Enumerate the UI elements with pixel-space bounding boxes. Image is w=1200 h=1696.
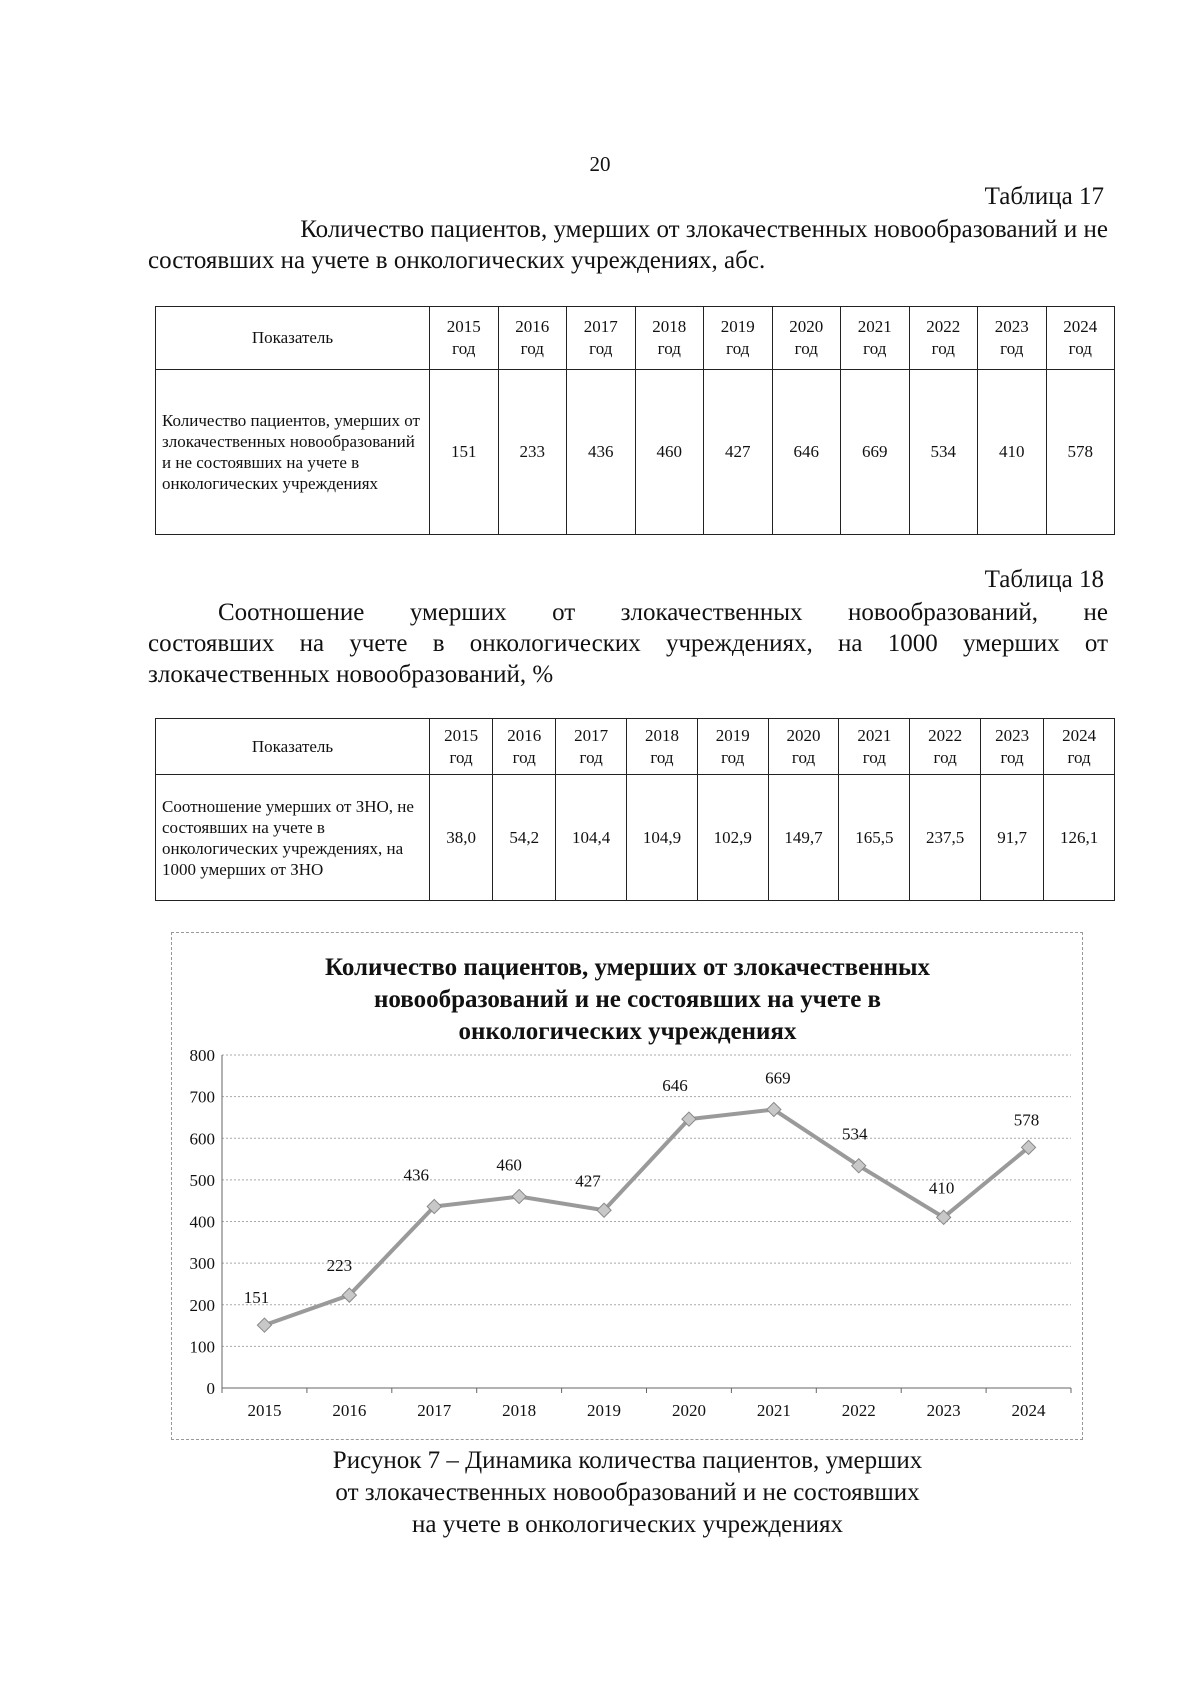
table18-header-year-2024 — [1044, 719, 1115, 775]
table17-caption — [148, 214, 1108, 276]
table18-year-2015: 2015 — [444, 725, 479, 745]
table17-value-2023: 410 — [978, 370, 1047, 535]
data-label-2023: 410 — [928, 1178, 955, 1198]
table18-year-2023: 2023 — [995, 725, 1030, 745]
table17-value-2018: 460 — [635, 370, 704, 535]
page-number: 20 — [589, 152, 611, 176]
table17-value-2024: 578 — [1046, 370, 1115, 535]
figure-caption-line3: на учете в онкологических учреждениях — [412, 1511, 843, 1538]
data-point-2015 — [257, 1318, 271, 1332]
table17-year-unit: год — [520, 339, 544, 358]
y-tick-label-600: 600 — [189, 1129, 215, 1149]
table17-year-unit: год — [1068, 339, 1092, 358]
table18-header-year-2016 — [493, 719, 556, 775]
table17-header-year-2020 — [772, 307, 841, 370]
x-tick-label-2023: 2023 — [926, 1401, 961, 1420]
figure-caption — [0, 1445, 1200, 1541]
table18-value-2016: 54,2 — [493, 775, 556, 901]
table18-year-unit: год — [579, 747, 603, 767]
table18-data-row — [156, 775, 1115, 901]
table18-caption-line2: состоявших на учете в онкологических учреждениях, на 1000 умерших от — [148, 630, 1108, 657]
table18-header-indicator: Показатель — [156, 719, 430, 775]
table17-year-unit: год — [1000, 339, 1024, 358]
table17-value-2017: 436 — [567, 370, 636, 535]
table17-header-year-2021 — [841, 307, 910, 370]
table18-value-2015: 38,0 — [430, 775, 493, 901]
table18-year-2022: 2022 — [928, 725, 963, 745]
table17-year-2018: 2018 — [652, 317, 687, 336]
data-label-2016: 223 — [326, 1256, 353, 1276]
line-chart — [171, 1040, 1083, 1435]
table17-row-label: Количество пациентов, умерших от злокачественных новообразований и не состоявших на учете в онкологических учреждениях — [156, 370, 430, 535]
y-tick-label-0: 0 — [206, 1379, 215, 1398]
table17-header-year-2022 — [909, 307, 978, 370]
x-tick-label-2019: 2019 — [587, 1401, 622, 1420]
table18-header-year-2023 — [981, 719, 1044, 775]
table17-year-2017: 2017 — [583, 317, 618, 336]
y-tick-label-300: 300 — [189, 1254, 215, 1274]
chart-title — [0, 952, 1200, 1048]
table18-value-2021: 165,5 — [839, 775, 910, 901]
data-label-2020: 646 — [662, 1076, 688, 1096]
table18-year-2016: 2016 — [507, 725, 542, 745]
x-tick-label-2021: 2021 — [756, 1401, 791, 1420]
y-tick-label-400: 400 — [189, 1212, 215, 1232]
table17-header-indicator: Показатель — [156, 307, 430, 370]
data-label-2017: 436 — [403, 1165, 429, 1185]
table18-header-year-2015 — [430, 719, 493, 775]
table18-year-unit: год — [650, 747, 674, 767]
y-tick-label-700: 700 — [189, 1087, 215, 1107]
table17-year-unit: год — [452, 339, 476, 358]
table18-value-2020: 149,7 — [768, 775, 839, 901]
x-tick-label-2018: 2018 — [502, 1401, 537, 1420]
data-label-2022: 534 — [842, 1124, 868, 1144]
table17-label: Таблица 17 — [984, 183, 1104, 210]
x-tick-label-2022: 2022 — [841, 1401, 876, 1420]
table17-caption-line1: Количество пациентов, умерших от злокачественных новообразований и не — [300, 216, 1108, 243]
table17-value-2022: 534 — [909, 370, 978, 535]
table18-header-year-2022 — [910, 719, 981, 775]
table18-row-label: Соотношение умерших от ЗНО, не состоявших на учете в онкологических учреждениях, на 1000 умерших от ЗНО — [156, 775, 430, 901]
table18-year-2021: 2021 — [857, 725, 892, 745]
x-tick-label-2016: 2016 — [332, 1401, 367, 1420]
data-label-2024: 578 — [1013, 1110, 1040, 1130]
table17-year-unit: год — [589, 339, 613, 358]
data-label-2019: 427 — [575, 1171, 601, 1191]
chart-title-line1: Количество пациентов, умерших от злокачественных — [324, 954, 931, 981]
table17-year-2023: 2023 — [994, 317, 1029, 336]
table18-value-2022: 237,5 — [910, 775, 981, 901]
table17-value-2016: 233 — [498, 370, 567, 535]
table17-header-row — [156, 307, 1115, 370]
table18-caption-line1: Соотношение умерших от злокачественных новообразований, не — [218, 599, 1108, 626]
table18-header-year-2019 — [697, 719, 768, 775]
table18-header-row — [156, 719, 1115, 775]
table17 — [155, 306, 1115, 535]
table17-header-year-2017 — [567, 307, 636, 370]
table18-value-2017: 104,4 — [556, 775, 627, 901]
table18-year-unit: год — [1000, 747, 1024, 767]
chart-title-line2: новообразований и не состоявших на учете в — [373, 986, 882, 1013]
table18-caption-line3: злокачественных новообразований, % — [148, 661, 554, 688]
table18-header-year-2017 — [556, 719, 627, 775]
series-line — [264, 1110, 1028, 1326]
table17-year-unit: год — [726, 339, 750, 358]
data-label-2018: 460 — [496, 1155, 522, 1175]
table17-header-year-2016 — [498, 307, 567, 370]
table18-value-2019: 102,9 — [697, 775, 768, 901]
table18-year-2020: 2020 — [786, 725, 821, 745]
table17-data-row — [156, 370, 1115, 535]
table17-caption-line2: состоявших на учете в онкологических учреждениях, абс. — [148, 247, 766, 274]
table17-value-2020: 646 — [772, 370, 841, 535]
table17-header-year-2023 — [978, 307, 1047, 370]
data-point-2018 — [512, 1189, 526, 1203]
table17-year-2022: 2022 — [926, 317, 961, 336]
table18-year-2018: 2018 — [644, 725, 679, 745]
table18 — [155, 718, 1115, 901]
table17-year-2024: 2024 — [1063, 317, 1098, 336]
table18-header-year-2021 — [839, 719, 910, 775]
table18-value-2018: 104,9 — [627, 775, 698, 901]
table17-year-unit: год — [657, 339, 681, 358]
table18-year-unit: год — [512, 747, 536, 767]
table18-year-unit: год — [862, 747, 886, 767]
table17-header-year-2018 — [635, 307, 704, 370]
table17-header-year-2019 — [704, 307, 773, 370]
figure-caption-line1: Рисунок 7 – Динамика количества пациентов, умерших — [332, 1447, 923, 1474]
table18-year-unit: год — [933, 747, 957, 767]
x-tick-label-2017: 2017 — [417, 1401, 452, 1420]
table17-year-2015: 2015 — [446, 317, 481, 336]
table17-year-2016: 2016 — [515, 317, 550, 336]
data-label-2015: 151 — [243, 1288, 270, 1308]
table17-year-unit: год — [863, 339, 887, 358]
table18-year-2019: 2019 — [715, 725, 750, 745]
table18-year-unit: год — [721, 747, 745, 767]
y-tick-label-100: 100 — [189, 1337, 215, 1357]
table18-value-2024: 126,1 — [1044, 775, 1115, 901]
x-tick-label-2015: 2015 — [247, 1401, 282, 1420]
chart-title-line3: онкологических учреждениях — [458, 1018, 797, 1045]
table18-year-unit: год — [791, 747, 816, 767]
data-label-2021: 669 — [765, 1068, 791, 1088]
y-tick-label-500: 500 — [189, 1170, 215, 1190]
table18-year-unit: год — [1067, 747, 1091, 767]
table18-year-unit: год — [449, 747, 473, 767]
table18-label: Таблица 18 — [984, 566, 1104, 593]
table17-year-unit: год — [794, 339, 818, 358]
table18-value-2023: 91,7 — [981, 775, 1044, 901]
table18-caption — [148, 597, 1108, 690]
table17-year-2021: 2021 — [857, 317, 892, 336]
table17-value-2021: 669 — [841, 370, 910, 535]
table17-header-year-2024 — [1046, 307, 1115, 370]
table17-value-2015: 151 — [430, 370, 499, 535]
table17-year-2020: 2020 — [789, 317, 824, 336]
y-tick-label-200: 200 — [189, 1295, 215, 1315]
table17-year-unit: год — [931, 339, 955, 358]
y-tick-label-800: 800 — [189, 1046, 215, 1065]
figure-caption-line2: от злокачественных новообразований и не состоявших — [335, 1479, 920, 1506]
table18-header-year-2018 — [627, 719, 698, 775]
x-tick-label-2024: 2024 — [1011, 1401, 1046, 1420]
table18-year-2017: 2017 — [574, 725, 609, 745]
table17-year-2019: 2019 — [720, 317, 755, 336]
table17-header-year-2015 — [430, 307, 499, 370]
table18-year-2024: 2024 — [1062, 725, 1097, 745]
x-tick-label-2020: 2020 — [671, 1401, 706, 1420]
table17-value-2019: 427 — [704, 370, 773, 535]
table18-header-year-2020 — [768, 719, 839, 775]
